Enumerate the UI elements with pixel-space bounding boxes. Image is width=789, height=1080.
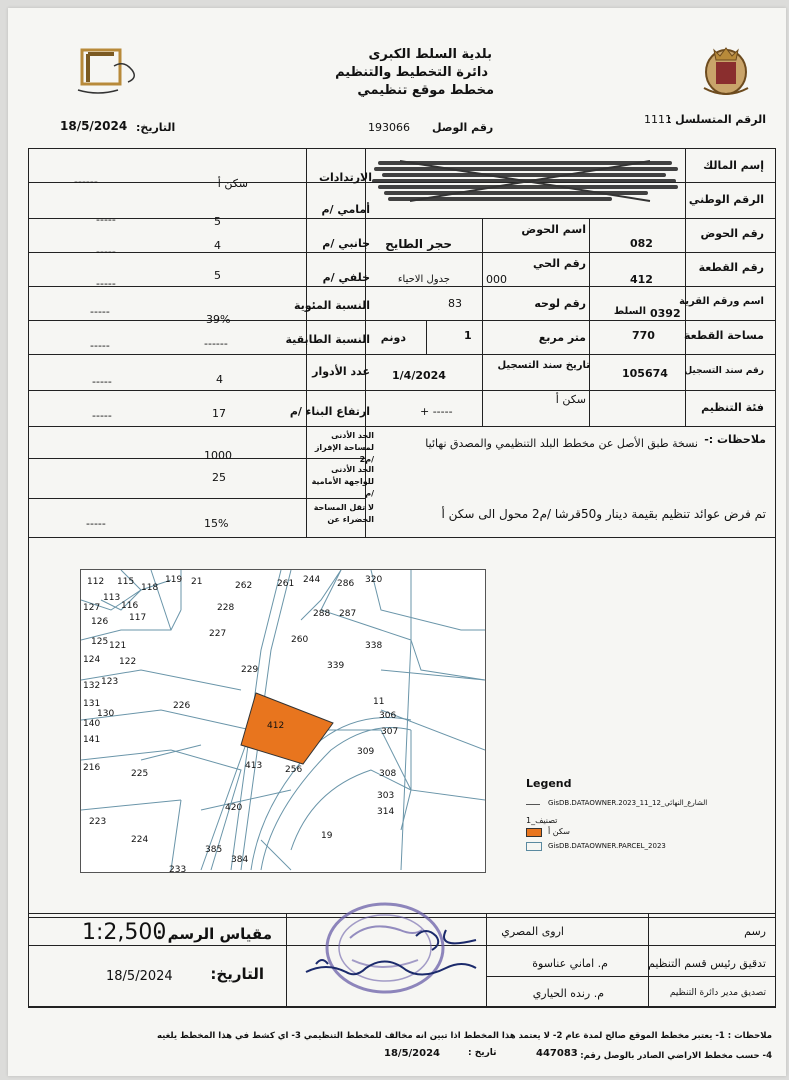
parcel-label: 118: [141, 583, 159, 593]
parcel-label: 309: [357, 747, 375, 757]
side-dash: -----: [96, 245, 116, 258]
parcel-label: 126: [91, 617, 109, 627]
handwritten-signature: [296, 912, 496, 992]
parcel-label: 130: [97, 709, 115, 719]
deed-date-label: تاريخ سند التسجيل: [497, 360, 590, 371]
parcel-label: 314: [377, 807, 395, 817]
parcel-label: 113: [103, 593, 121, 603]
footer-notes-date: 18/5/2024: [384, 1048, 441, 1059]
legend-road: GisDB.DATAOWNER.2023_11_12_الشارع_النهائي: [548, 799, 708, 807]
parcel-label: 244: [303, 575, 321, 585]
sheet-value: 83: [448, 297, 462, 310]
parcel-label: 112: [87, 577, 105, 587]
cadastral-map: [80, 569, 486, 873]
height-dash: -----: [92, 409, 112, 422]
basin-no-label: رقم الحوض: [700, 227, 764, 240]
parcel-label: 121: [109, 641, 127, 651]
parcel-label: 132: [83, 681, 101, 691]
basin-name-value: حجر الطايح: [385, 237, 452, 251]
basin-no-value: 082: [630, 237, 653, 250]
basin-name-label: اسم الحوض: [521, 223, 586, 236]
parcel-label: 123: [101, 677, 119, 687]
parcel-label: 11: [373, 697, 385, 707]
deed-date-value: 1/4/2024: [392, 369, 446, 382]
area-label: مساحة القطعة: [684, 329, 764, 342]
parcel-label: 19: [321, 831, 333, 841]
green-value: 15%: [204, 517, 229, 530]
audit-label: تدقيق رئيس قسم التنظيم: [648, 957, 766, 970]
parcel-label: 307: [381, 727, 399, 737]
parcel-label: 338: [365, 641, 383, 651]
floor-ratio-dash: -----: [90, 339, 110, 352]
floor-ratio-value: ------: [204, 337, 228, 350]
floor-ratio-label: النسبة الطابقية: [285, 333, 370, 346]
parcel-label: 339: [327, 661, 345, 671]
deed-no-value: 105674: [622, 367, 668, 380]
parcel-label: 384: [231, 855, 249, 865]
rear-label: خلفي /م: [322, 271, 370, 284]
plot-no-value: 412: [630, 273, 653, 286]
parcel-label: 286: [337, 579, 355, 589]
legend-parcel-swatch: [526, 842, 542, 851]
percent-dash: -----: [90, 305, 110, 318]
legend-parcel: GisDB.DATAOWNER.PARCEL_2023: [548, 842, 666, 850]
parcel-label: 288: [313, 609, 331, 619]
floors-dash: -----: [92, 375, 112, 388]
area-sqm-unit: متر مربع: [538, 331, 586, 344]
front-dash: -----: [96, 213, 116, 226]
audit-value: م. اماني عناسوة: [532, 957, 608, 970]
parcel-label: 216: [83, 763, 101, 773]
notes-label: ملاحظات :-: [704, 433, 766, 446]
parcel-label: 228: [217, 603, 235, 613]
area-dunum-unit: دونم: [380, 331, 406, 344]
area-dunum-value: 1: [464, 329, 472, 342]
district-name-value: جدول الاحياء: [397, 274, 450, 285]
green-label: لا تقل المساحة الخضراء عن: [313, 503, 374, 524]
parcel-label: 229: [241, 665, 259, 675]
district-no-value: 000: [486, 273, 507, 286]
parcel-label: 141: [83, 735, 101, 745]
parcel-label: 116: [121, 601, 139, 611]
parcel-label: 125: [91, 637, 109, 647]
header-title-1: بلدية السلط الكبرى: [368, 47, 492, 62]
footer-date-label: التاريخ:: [210, 965, 264, 983]
parcel-label: 287: [339, 609, 357, 619]
green-dash: -----: [86, 517, 106, 530]
parcel-label: 308: [379, 769, 397, 779]
parcel-label: 119: [165, 575, 183, 585]
footer-notes-date-label: تاريخ :: [468, 1048, 497, 1058]
jordan-emblem: [696, 38, 756, 100]
side-value: 4: [214, 239, 221, 252]
sheet-label: رقم لوحه: [534, 297, 586, 310]
percent-label: النسبة المئوية: [293, 299, 370, 312]
setbacks-label: الارتدادات: [318, 171, 372, 184]
receipt-value: 193066: [368, 121, 410, 134]
height-value: 17: [212, 407, 226, 420]
parcel-label: 303: [377, 791, 395, 801]
parcel-label: 413: [245, 761, 263, 771]
deed-no-label: رقم سند التسجيل: [684, 366, 764, 376]
approve-value: م. رنده الحياري: [532, 987, 604, 1000]
rear-value: 5: [214, 269, 221, 282]
percent-value: 39%: [206, 313, 231, 326]
approve-label: تصديق مدير دائرة التنظيم: [669, 988, 766, 998]
parcel-label: 262: [235, 581, 253, 591]
parcel-label: 320: [365, 575, 383, 585]
document-page: [8, 8, 786, 1076]
parcel-412-highlight: [241, 693, 333, 764]
min-front-value: 25: [212, 471, 226, 484]
parcel-label: 223: [89, 817, 107, 827]
zoning-label: فئة التنظيم: [701, 401, 764, 414]
parcel-label: 225: [131, 769, 149, 779]
parcel-label: 115: [117, 577, 135, 587]
parcel-label: 261: [277, 579, 295, 589]
legend-zone-swatch: [526, 828, 542, 837]
parcel-label: 306: [379, 711, 397, 721]
zoning-value: سكن أ: [555, 393, 586, 406]
floors-value: 4: [216, 373, 223, 386]
parcel-label: 127: [83, 603, 101, 613]
parcel-label: 117: [129, 613, 147, 623]
setbacks-value: سكن أ: [217, 177, 248, 190]
note-1: نسخة طبق الأصل عن مخطط البلد التنظيمي والمصدق نهائيا: [425, 437, 698, 450]
zoning-extra: + -----: [420, 405, 453, 418]
parcel-label: 420: [225, 803, 243, 813]
rear-dash: -----: [96, 277, 116, 290]
owner-label: إسم المالك: [703, 159, 764, 172]
parcel-label: 385: [205, 845, 223, 855]
legend-title: Legend: [526, 777, 572, 790]
date-value: 18/5/2024: [60, 119, 128, 133]
drawn-label: رسم: [744, 925, 766, 938]
header-title-3: مخطط موقع تنظيمي: [357, 83, 494, 98]
date-label: التاريخ:: [136, 121, 176, 134]
serial-label: الرقم المتسلسل :: [666, 113, 766, 126]
scale-label: مقياس الرسم :: [156, 925, 272, 943]
parcel-label: 21: [191, 577, 203, 587]
footer-notes-1: ملاحظات : 1- يعتبر مخطط الموقع صالح لمدة عام 2- لا يعتمد هذا المخطط اذا تبين انه مخالف للمخطط التنظيمي 3- اي كشط في هذا المخطط يلغيه: [156, 1031, 772, 1041]
parcel-label: 256: [285, 765, 303, 775]
header-title-2: دائرة التخطيط والتنظيم: [335, 65, 488, 80]
parcel-label: 124: [83, 655, 101, 665]
min-area-label: الحد الأدنى لمساحة الإفراز /م2: [314, 431, 374, 464]
redacted-owner-info: [370, 153, 682, 213]
parcel-label: 227: [209, 629, 227, 639]
village-label: اسم ورقم القرية: [679, 296, 764, 307]
parcel-label: 224: [131, 835, 149, 845]
village-value: 0392: [650, 307, 681, 320]
municipality-logo: [74, 42, 154, 102]
serial-value: 1111: [644, 113, 672, 126]
scale-value: 1:2,500: [82, 920, 167, 945]
note-2: تم فرض عوائد تنظيم بقيمة دينار و50قرشا /م2 محول الى سكن أ: [441, 507, 766, 521]
footer-date-value: 18/5/2024: [106, 969, 173, 984]
village-name-value: السلط: [613, 306, 646, 317]
legend-zone: سكن أ: [548, 827, 570, 836]
national-id-label: الرقم الوطني: [688, 193, 764, 206]
floors-label: عدد الأدوار: [312, 365, 370, 378]
parcel-label: 412: [267, 721, 285, 731]
parcel-label: 233: [169, 865, 187, 872]
parcel-label: 140: [83, 719, 101, 729]
footer-notes-2: 4- حسب مخطط الاراضي الصادر بالوصل رقم:: [580, 1051, 772, 1061]
area-sqm-value: 770: [632, 329, 655, 342]
side-label: جانبي /م: [322, 237, 370, 250]
plot-no-label: رقم القطعة: [698, 261, 764, 274]
parcel-label: 260: [291, 635, 309, 645]
height-label: ارتفاع البناء /م: [289, 405, 370, 418]
front-value: 5: [214, 215, 221, 228]
legend-class: تصنيف_1: [526, 816, 558, 825]
footer-notes-receipt: 447083: [536, 1048, 578, 1059]
setbacks-extra: ------: [74, 175, 98, 188]
parcel-label: 226: [173, 701, 191, 711]
district-no-label: رقم الحي: [533, 257, 586, 270]
min-area-value: 1000: [204, 449, 232, 462]
min-front-label: الحد الأدنى للواجهة الأمامية /م: [311, 465, 374, 498]
receipt-label: رقم الوصل: [432, 121, 494, 134]
parcel-label: 122: [119, 657, 137, 667]
front-label: أمامي /م: [321, 203, 370, 216]
parcel-label: 131: [83, 699, 101, 709]
drawn-value: اروى المصري: [501, 925, 564, 938]
